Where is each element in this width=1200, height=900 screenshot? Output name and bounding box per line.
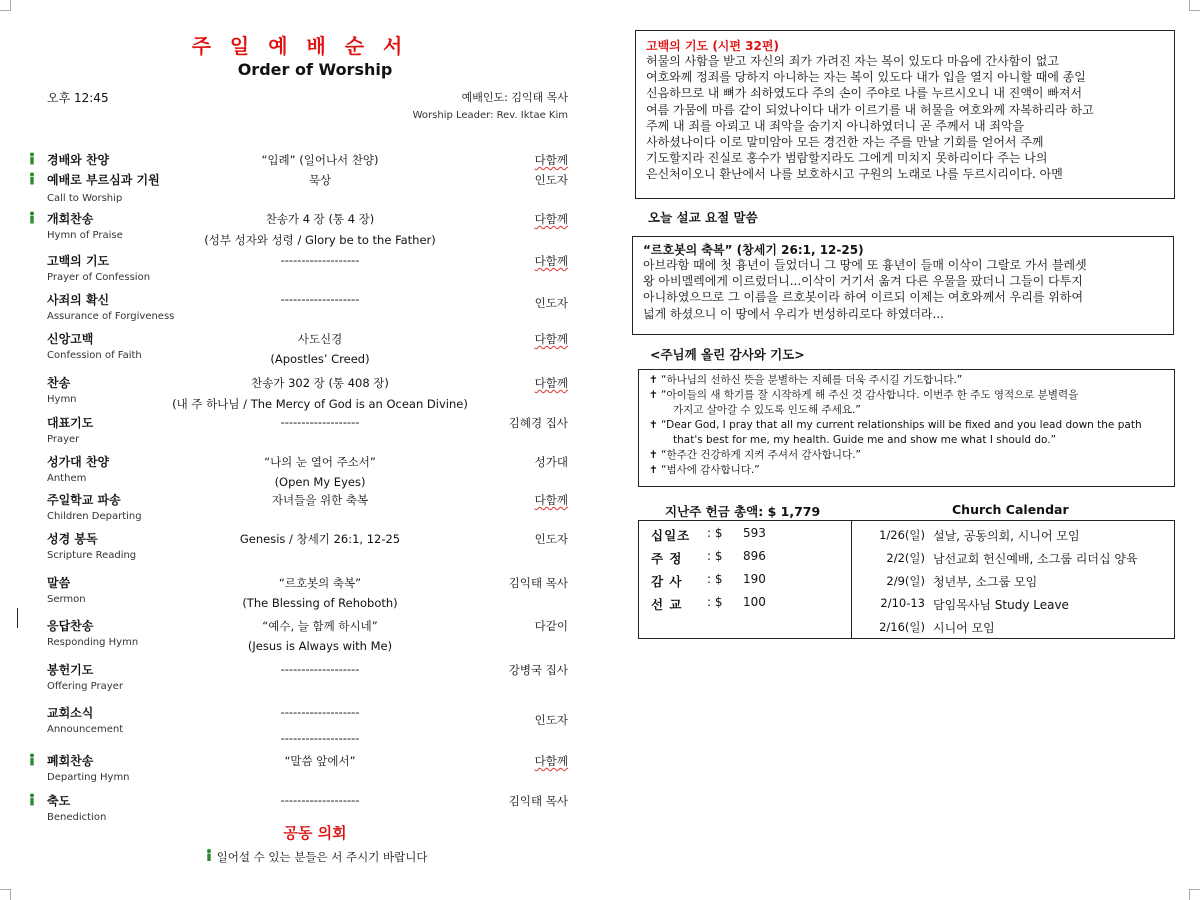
page-title-korean: 주 일 예 배 순 서 <box>191 34 409 58</box>
confession-prayer-box <box>635 30 1175 199</box>
worship-item-title: 폐회찬송 <box>47 754 94 768</box>
worship-item-detail: “르호봇의 축복” <box>278 576 362 590</box>
sermon-line: 왕 아비멜렉에게 이르렀더니...이삭이 거기서 옮겨 다른 우물을 팠더니 그들이 다투지 <box>643 274 1083 289</box>
calendar-event: 담임목사님 Study Leave <box>933 598 1069 612</box>
worship-item-leader: 인도자 <box>534 713 568 727</box>
prayer-line: 사하셨나이다 이로 말미암아 모든 경건한 자는 주를 만날 기회를 얻어서 주께 <box>646 135 1044 150</box>
worship-item-detail: ------------------- <box>280 705 360 719</box>
worship-item-title: 예배로 부르심과 기원 <box>47 173 160 187</box>
worship-item-english: Children Departing <box>47 511 142 522</box>
thanks-item-text: “하나님의 선하신 뜻을 분별하는 지혜를 더욱 주시길 기도합니다.” <box>661 374 963 386</box>
thanks-item <box>649 388 1169 403</box>
worship-item-leader: 다함께 <box>534 153 568 167</box>
sermon-verse-body <box>643 257 1165 322</box>
cross-icon: ✝ <box>649 374 658 386</box>
offering-currency: : $ <box>707 526 723 540</box>
offering-label: 주 정 <box>651 551 683 566</box>
thanks-prayer-list <box>649 373 1169 478</box>
worship-item-leader: 인도자 <box>534 296 568 310</box>
thanks-item-text: “Dear God, I pray that all my current relationships will be fixed and you lead down the path <box>661 419 1142 431</box>
worship-item-title: 찬송 <box>47 376 71 390</box>
offering-calendar-box <box>638 520 1175 639</box>
offering-label: 선 교 <box>651 597 683 612</box>
offering-label: 감 사 <box>651 574 683 589</box>
worship-item-leader: 김혜경 집사 <box>508 416 568 430</box>
offering-amount: 896 <box>743 549 766 563</box>
worship-item-english: Sermon <box>47 594 86 605</box>
corner-mark-tr <box>1189 0 1200 11</box>
worship-item-title: 개회찬송 <box>47 212 94 226</box>
worship-item-english: Prayer of Confession <box>47 272 151 283</box>
worship-item-english: Hymn <box>47 394 77 405</box>
worship-item-leader: 김익태 목사 <box>508 576 568 590</box>
worship-item-title: 성경 봉독 <box>47 532 98 546</box>
worship-item-english: Confession of Faith <box>47 350 142 361</box>
worship-item-detail: “입례” (일어나서 찬양) <box>261 153 379 167</box>
worship-item-detail: 묵상 <box>308 173 332 187</box>
worship-item-title: 주일학교 파송 <box>47 493 121 507</box>
worship-item-title: 신앙고백 <box>47 332 94 346</box>
calendar-date: 2/9(일) <box>886 574 925 588</box>
thanks-item <box>649 463 1169 478</box>
worship-item-leader: 다같이 <box>534 619 568 633</box>
standing-note-text: 일어설 수 있는 분들은 서 주시기 바랍니다 <box>216 850 428 864</box>
worship-item-detail: ------------------- <box>280 662 360 676</box>
worship-item-english: Offering Prayer <box>47 681 123 692</box>
column-divider <box>851 521 852 638</box>
thanks-prayer-box <box>638 369 1175 487</box>
worship-item-title: 대표기도 <box>47 416 94 430</box>
worship-item-leader: 강병국 집사 <box>508 663 568 677</box>
worship-item-detail: 자녀들을 위한 축복 <box>271 493 369 507</box>
thanks-item-text: “한주간 건강하게 지켜 주셔서 감사합니다.” <box>661 449 861 461</box>
worship-item-english: Prayer <box>47 434 80 445</box>
standing-person-icon <box>28 753 36 766</box>
calendar-date: 2/2(일) <box>886 551 925 565</box>
calendar-date: 1/26(일) <box>879 528 925 542</box>
prayer-line: 여호와께 정죄를 당하지 아니하는 자는 복이 있도다 내가 입을 열지 아니할 때에 종일 <box>646 70 1086 85</box>
worship-item-title: 교회소식 <box>47 706 94 720</box>
text-cursor <box>17 608 18 628</box>
worship-item-detail: 찬송가 4 장 (통 4 장) <box>265 212 375 226</box>
worship-item-leader: 인도자 <box>534 173 568 187</box>
prayer-line: 주께 내 죄를 아뢰고 내 죄악을 숨기지 아니하였더니 곧 주께서 내 죄악을 <box>646 118 1025 133</box>
worship-item-title: 경배와 찬양 <box>47 153 110 167</box>
cross-icon: ✝ <box>649 464 658 476</box>
sermon-line: 아니하였으므로 그 이름을 르호봇이라 하여 이르되 이제는 여호와께서 우리를 위하여 <box>643 290 1084 305</box>
standing-person-icon <box>28 172 36 185</box>
confession-prayer-body <box>646 53 1166 183</box>
offering-total-title: 지난주 헌금 총액: $ 1,779 <box>665 504 821 519</box>
thanks-item-continuation: that's best for me, my health. Guide me and show me what I should do.” <box>673 434 1057 446</box>
sermon-verse-heading: 오늘 설교 요절 말씀 <box>648 210 758 225</box>
worship-item-detail: 사도신경 <box>297 332 343 346</box>
worship-item-detail: ------------------- <box>280 292 360 306</box>
cross-icon: ✝ <box>649 449 658 461</box>
thanks-item <box>649 373 1169 388</box>
thanks-item <box>649 448 1169 463</box>
worship-item-leader: 다함께 <box>534 332 568 346</box>
worship-item-english: Benediction <box>47 812 107 823</box>
calendar-event: 시니어 모임 <box>933 621 995 635</box>
worship-item-detail: ------------------- <box>280 793 360 807</box>
corner-mark-tl <box>0 0 11 11</box>
worship-item-detail: “예수, 늘 함께 하시네” <box>262 619 378 633</box>
thanks-item-continuation: 가지고 살아갈 수 있도록 인도해 주세요.” <box>673 404 861 416</box>
worship-item-detail-secondary: (내 주 하나님 / The Mercy of God is an Ocean Divine) <box>172 397 468 411</box>
calendar-event: 남선교회 헌신예배, 소그룹 리더십 양육 <box>933 552 1138 566</box>
calendar-date: 2/10-13 <box>880 596 925 610</box>
worship-item-detail-secondary: (The Blessing of Rehoboth) <box>242 596 398 610</box>
worship-item-title: 봉헌기도 <box>47 663 94 677</box>
worship-item-english: Assurance of Forgiveness <box>47 311 175 322</box>
prayer-line: 허물의 사함을 받고 자신의 죄가 가려진 자는 복이 있도다 마음에 간사함이 없고 <box>646 54 1059 68</box>
worship-item-detail: 찬송가 302 장 (통 408 장) <box>251 376 389 390</box>
calendar-event: 청년부, 소그룹 모임 <box>933 575 1038 589</box>
worship-item-leader: 다함께 <box>534 376 568 390</box>
worship-item-detail-secondary: (Jesus is Always with Me) <box>247 639 393 653</box>
thanks-heading: <주님께 올린 감사와 기도> <box>650 347 805 362</box>
worship-item-leader: 다함께 <box>534 493 568 507</box>
worship-item-detail: “말씀 앞에서” <box>284 754 356 768</box>
worship-item-detail-secondary: ------------------- <box>280 731 360 745</box>
worship-item-leader: 성가대 <box>534 455 568 469</box>
prayer-line: 신음하므로 내 뼈가 쇠하였도다 주의 손이 주야로 나를 누르시오니 내 진액이 빠져서 <box>646 86 1083 101</box>
worship-item-title: 고백의 기도 <box>47 254 110 268</box>
offering-amount: 593 <box>743 526 766 540</box>
prayer-line: 여름 가뭄에 마름 같이 되었나이다 내가 이르기를 내 허물을 여호와께 자복하리라 하고 <box>646 102 1094 117</box>
standing-person-icon <box>28 211 36 224</box>
worship-item-detail-secondary: (성부 성자와 성령 / Glory be to the Father) <box>204 233 436 247</box>
worship-item-english: Anthem <box>47 473 87 484</box>
worship-item-title: 축도 <box>47 794 71 808</box>
service-time: 오후 12:45 <box>47 91 109 105</box>
worship-item-title: 사죄의 확신 <box>47 293 110 307</box>
worship-leader-en: Worship Leader: Rev. Iktae Kim <box>412 110 568 121</box>
standing-person-icon <box>28 793 36 806</box>
thanks-item-text: “아이들의 새 학기를 잘 시작하게 해 주신 것 감사합니다. 이번주 한 주도 영적으로 분별력을 <box>661 389 1079 401</box>
worship-item-leader: 다함께 <box>534 212 568 226</box>
standing-note <box>205 849 427 865</box>
cross-icon: ✝ <box>649 389 658 401</box>
offering-amount: 100 <box>743 595 766 609</box>
worship-item-english: Departing Hymn <box>47 772 130 783</box>
cross-icon: ✝ <box>649 419 658 431</box>
worship-item-detail: “나의 눈 열어 주소서” <box>264 455 376 469</box>
sermon-line: 넓게 하셨으니 이 땅에서 우리가 번성하리로다 하였더라... <box>643 306 944 321</box>
worship-item-leader: 다함께 <box>534 754 568 768</box>
offering-currency: : $ <box>707 595 723 609</box>
worship-leader-ko: 예배인도: 김익태 목사 <box>461 91 568 104</box>
calendar-date: 2/16(일) <box>879 620 925 634</box>
worship-item-leader: 다함께 <box>534 254 568 268</box>
corner-mark-br <box>1189 889 1200 900</box>
offering-currency: : $ <box>707 572 723 586</box>
prayer-line: 은신처이오니 환난에서 나를 보호하시고 구원의 노래로 나를 두르시리이다. 아멘 <box>646 167 1063 182</box>
worship-item-title: 말씀 <box>47 576 71 590</box>
offering-currency: : $ <box>707 549 723 563</box>
worship-item-leader: 김익태 목사 <box>508 794 568 808</box>
offering-label: 십일조 <box>651 528 691 543</box>
prayer-line: 기도할지라 진실로 홍수가 범람할지라도 그에게 미치지 못하리이다 주는 나의 <box>646 151 1048 166</box>
worship-item-english: Responding Hymn <box>47 637 139 648</box>
page-title-english: Order of Worship <box>237 60 393 79</box>
calendar-event: 설날, 공동의회, 시니어 모임 <box>933 529 1080 543</box>
worship-item-english: Hymn of Praise <box>47 230 123 241</box>
standing-person-icon <box>28 152 36 165</box>
calendar-title: Church Calendar <box>952 502 1069 517</box>
worship-item-leader: 인도자 <box>534 532 568 546</box>
worship-item-title: 성가대 찬양 <box>47 455 110 469</box>
worship-item-detail: ------------------- <box>280 415 360 429</box>
worship-item-detail: ------------------- <box>280 253 360 267</box>
worship-item-detail: Genesis / 창세기 26:1, 12-25 <box>239 532 401 546</box>
corner-mark-bl <box>0 889 11 900</box>
worship-item-english: Scripture Reading <box>47 550 137 561</box>
offering-amount: 190 <box>743 572 766 586</box>
worship-item-title: 응답찬송 <box>47 619 94 633</box>
thanks-item <box>649 418 1169 433</box>
sermon-line: 아브라함 때에 첫 흉년이 들었더니 그 땅에 또 흉년이 들매 이삭이 그랄로 가서 블레셋 <box>643 258 1087 272</box>
standing-person-icon <box>205 849 213 861</box>
worship-item-english: Announcement <box>47 724 124 735</box>
congregation-meeting-heading: 공동 의회 <box>283 824 347 842</box>
worship-item-english: Call to Worship <box>47 193 123 204</box>
thanks-item-text: “범사에 감사합니다.” <box>661 464 760 476</box>
worship-item-detail-secondary: (Apostles’ Creed) <box>270 352 370 366</box>
sermon-verse-box <box>632 236 1174 335</box>
worship-item-detail-secondary: (Open My Eyes) <box>274 475 366 489</box>
confession-prayer-title: 고백의 기도 (시편 32편) <box>646 39 779 53</box>
sermon-verse-title: “르호봇의 축복” (창세기 26:1, 12-25) <box>643 243 864 257</box>
